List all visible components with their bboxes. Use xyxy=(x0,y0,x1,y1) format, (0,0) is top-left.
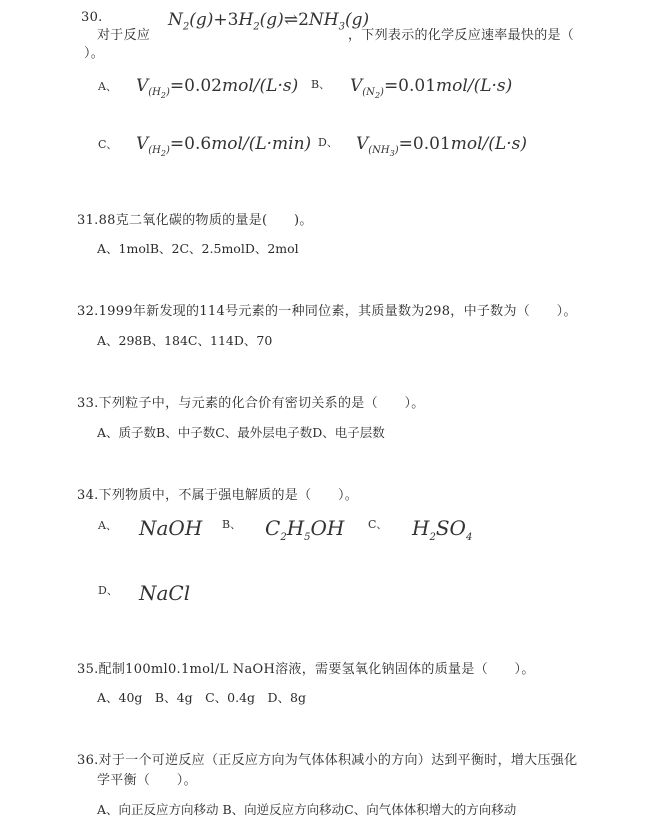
q32-stem: 32.1999年新发现的114号元素的一种同位素，其质量数为298，中子数为（ ）。 xyxy=(77,304,577,319)
q34-option-d-formula: NaCl xyxy=(139,581,191,605)
q30-option-b-label: B、 xyxy=(311,78,331,91)
q30-number: 30. xyxy=(81,10,103,25)
q36-stem-line-2: 学平衡（ ）。 xyxy=(97,773,197,788)
q34-option-a-formula: NaOH xyxy=(139,516,203,540)
q35-stem: 35.配制100ml0.1mol/L NaOH溶液，需要氢氧化钠固体的质量是（ ）。 xyxy=(77,662,535,677)
q36-stem-line-1: 36.对于一个可逆反应（正反应方向为气体体积减小的方向）达到平衡时，增大压强化 xyxy=(77,753,578,768)
q35-options: A、40g B、4g C、0.4g D、8g xyxy=(97,690,306,705)
q30-option-a-label: A、 xyxy=(98,80,117,93)
q34-option-c-label: C、 xyxy=(368,518,388,531)
q31-stem: 31.88克二氧化碳的物质的量是( )。 xyxy=(77,213,313,228)
q30-stem-suffix: ，下列表示的化学反应速率最快的是（ xyxy=(348,28,575,43)
q31-options: A、1molB、2C、2.5molD、2mol xyxy=(97,241,299,256)
q34-option-a-label: A、 xyxy=(98,519,117,532)
q30-option-d-formula: $V_{(NH_3)}=0.01mol/(L\cdot s)$ xyxy=(356,134,527,159)
q32-options: A、298B、184C、114D、70 xyxy=(97,333,273,348)
q30-reaction-equation: $N_2(g)+3H_2(g)\rightleftharpoons 2NH_3(g)$ xyxy=(168,10,370,33)
q30-option-d-label: D、 xyxy=(318,136,338,149)
q34-option-c-formula: $H_2SO_4$ xyxy=(412,516,473,543)
q30-option-c-label: C、 xyxy=(98,138,118,151)
q33-options: A、质子数B、中子数C、最外层电子数D、电子层数 xyxy=(97,425,385,440)
q30-stem-prefix: 对于反应 xyxy=(97,28,151,43)
q34-stem: 34.下列物质中，不属于强电解质的是（ ）。 xyxy=(77,488,359,503)
q33-stem: 33.下列粒子中，与元素的化合价有密切关系的是（ ）。 xyxy=(77,396,425,411)
q34-option-d-label: D、 xyxy=(98,584,118,597)
q30-option-b-formula: $V_{(N_2)}=0.01mol/(L\cdot s)$ xyxy=(350,76,513,101)
q30-option-c-formula: $V_{(H_2)}=0.6mol/(L\cdot\min)$ xyxy=(136,134,312,159)
q34-option-b-label: B、 xyxy=(222,518,242,531)
q36-options: A、向正反应方向移动 B、向逆反应方向移动C、向气体体积增大的方向移动 xyxy=(97,802,517,817)
q30-option-a-formula: $V_{(H_2)}=0.02mol/(L\cdot s)$ xyxy=(136,76,299,101)
q30-stem-tail: ）。 xyxy=(84,46,105,61)
q34-option-b-formula: $C_2H_5OH$ xyxy=(265,516,345,543)
